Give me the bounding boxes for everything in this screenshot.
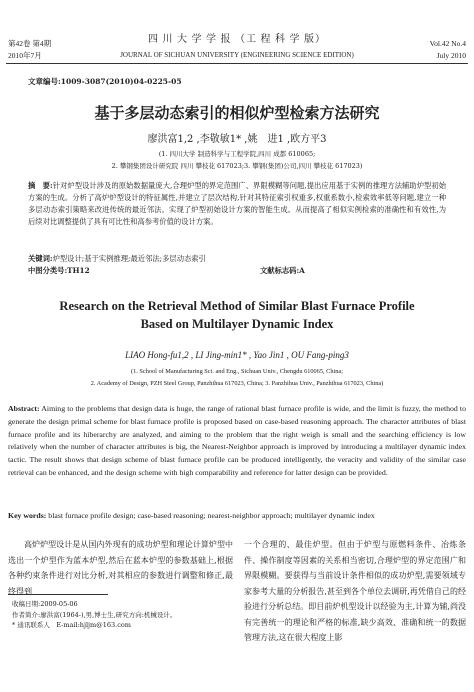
keywords-en-text: blast furnace profile design; case-based reasoning; nearest-neighbor approach; multilayer dynamic index bbox=[48, 511, 375, 520]
footnote bbox=[12, 599, 232, 631]
body-column-left: 高炉炉型设计是从国内外现有的成功炉型和理论计算炉型中选出一个炉型作为蓝本炉型,然后在蓝本炉型的参数基础上,根据各种约束条件进行对比分析,对其相应的参数进行调整和修正,最终得到 bbox=[8, 540, 233, 596]
keywords-cn-text: 炉型设计;基于实例推理;最近邻法;多层动态索引 bbox=[52, 254, 206, 263]
article-number: 文章编号:1009-3087(2010)04-0225-05 bbox=[28, 77, 182, 86]
journal-title-cn: 四 川 大 学 学 报 （工 程 科 学 版） bbox=[148, 34, 326, 45]
title-cn: 基于多层动态索引的相似炉型检索方法研究 bbox=[94, 104, 380, 122]
header-rule bbox=[6, 63, 468, 64]
journal-title-en: JOURNAL OF SICHUAN UNIVERSITY (ENGINEERING SCIENCE EDITION) bbox=[120, 51, 354, 59]
title-en bbox=[10, 297, 464, 333]
keywords-en bbox=[8, 510, 466, 523]
affiliation-en-2: 2. Academy of Design, PZH Steel Group, Panzhihua 617023, China; 3. Panzhihua Univ., Panzhihua 617023, China) bbox=[90, 380, 384, 387]
affiliation-cn-2: 2. 攀钢集团设计研究院 四川 攀枝花 617023;3. 攀钢(集团)公司,四川 攀枝花 617023) bbox=[111, 162, 363, 170]
keywords-cn bbox=[28, 253, 446, 265]
header-volume-cn: 第42卷 第4期 bbox=[8, 39, 52, 48]
abstract-cn bbox=[28, 180, 446, 228]
abstract-en-text: Aiming to the problems that design data is huge, the range of rational blast furnace profile is wide, and the limit is fuzzy, the method to generate the design primal scheme for blast furnace profile is proposed based on case-based reasoning approach. The character attributes of blast furnace profile and its hiberarchy are analyzed, and aiming to the problem that the right weigh is small and the searching efficiency is low relatively when the number of character attributes is big, the Nearest-Neighbor approach is improved by introducing a multilayer dynamic index tactic. The result shows that design scheme of blast furnace profile can be produced intelligently, the veracity and validity of the similar case retrieval can be enhanced, and the design scheme with high comparability and reference for latter design can be provided. bbox=[8, 404, 466, 477]
keywords-en-label: Key words: bbox=[8, 511, 47, 520]
footnote-received: 收稿日期:2009-05-06 bbox=[12, 600, 78, 608]
authors-en: LIAO Hong-fu1,2 , LI Jing-min1* , Yao Jin1 , OU Fang-ping3 bbox=[125, 350, 349, 360]
clc-number: 中图分类号:TH12 bbox=[28, 266, 90, 275]
footnote-corresponding: * 通讯联系人 E-mail:hjljm@163.com bbox=[12, 621, 131, 629]
header-date-cn: 2010年7月 bbox=[8, 51, 42, 60]
title-en-line-2: Based on Multilayer Dynamic Index bbox=[140, 317, 334, 331]
affiliation-cn-1: (1. 四川大学 制造科学与工程学院,四川 成都 610065; bbox=[158, 150, 316, 158]
affiliation-en-1: (1. School of Manufacturing Sci. and Eng., Sichuan Univ., Chengdu 610065, China; bbox=[131, 368, 343, 375]
footnote-rule bbox=[8, 594, 108, 595]
body-column-right: 一个合理的、最佳炉型。但由于炉型与原燃料条件、冶炼条件、操作制度等因素的关系相当密切,合理炉型的界定范围广和界限模糊。要获得与当前设计条件相似的成功炉型,需要领域专家参考大量的分析报告,甚至到各个单位去调研,再凭借自己的经验进行分析总结。即目前炉机型设计以经验为主,计算为辅,尚没有完善统一的理论和严格的标准,缺少高效、准确和统一的数据管理方法,这在很大程度上影 bbox=[244, 540, 466, 642]
abstract-cn-text: 针对炉型设计涉及的原始数据量庞大,合理炉型的界定范围广、界限模糊等问题,提出应用基于实例的推理方法辅助炉型初始方案的生成。分析了高炉炉型设计的特征属性,并建立了层次结构,针对其特征索引权重多,权重系数小,检索效率低等问题,建立一种多层动态索引策略来改进传统的最近邻法。实现了炉型初始设计方案的智能生成。从而提高了相似实例检索的准确性和有效性,为后续对比调整提供了具有可比性和高参考价值的设计方案。 bbox=[28, 181, 446, 226]
authors-cn: 廖洪富1,2 ,李敬敏1* ,姚 进1 ,欧方平3 bbox=[147, 134, 327, 145]
header-volume-en: Vol.42 No.4 bbox=[429, 39, 466, 48]
title-en-line-1: Research on the Retrieval Method of Similar Blast Furnace Profile bbox=[59, 299, 415, 313]
document-code: 文献标志码:A bbox=[260, 266, 305, 275]
keywords-cn-label: 关键词: bbox=[28, 254, 53, 263]
abstract-cn-label: 摘 要: bbox=[28, 181, 53, 190]
footnote-author-bio: 作者简介:廖洪富(1964-),男,博士生,研究方向:机械设计。 bbox=[12, 610, 177, 619]
abstract-en bbox=[8, 403, 466, 480]
header-date-en: July 2010 bbox=[436, 51, 466, 60]
abstract-en-label: Abstract: bbox=[8, 404, 40, 413]
